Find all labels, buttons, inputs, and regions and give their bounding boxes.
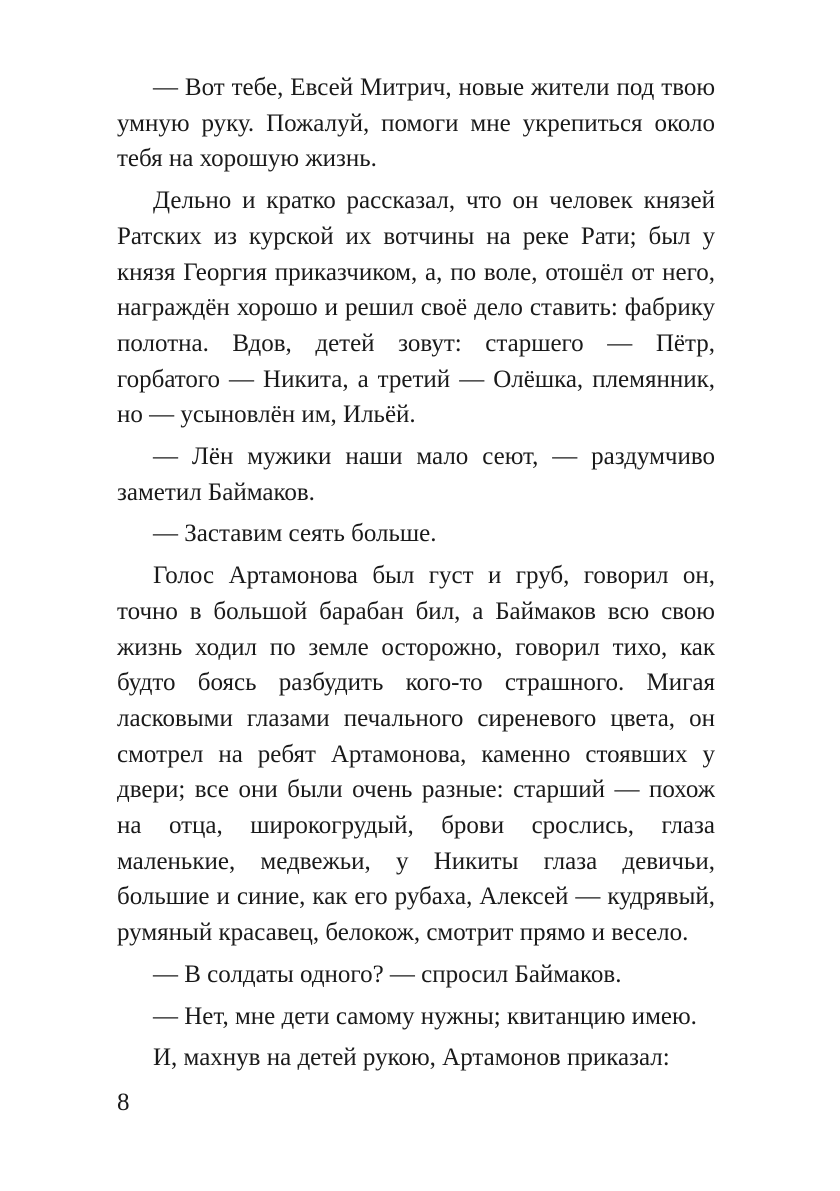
- paragraph: И, махнув на детей рукою, Артамонов приказал:: [153, 1044, 670, 1072]
- paragraph: — В солдаты одного? — спросил Баймаков.: [153, 960, 622, 988]
- paragraph: — Нет, мне дети самому нужны; квитанцию имею.: [153, 1002, 697, 1030]
- paragraph: — Заставим сеять больше.: [153, 520, 437, 548]
- paragraph: Голос Артамонова был густ и груб, говорил он, точно в большой барабан бил, а Баймаков всю свою жизнь ходил по земле осторожно, говорил тихо, как будто боясь разбудить кого-то страшного. Мигая ласковыми глазами печального сиреневого цвета, он смотрел на ребят Артамонова, каменно стоявших у двери; все они были очень разные: старший — похож на отца, широкогрудый, брови срослись, глаза маленькие, медвежьи, у Никиты глаза девичьи, большие и синие, как его рубаха, Алексей — кудрявый, румяный красавец, белокож, смотрит прямо и весело.: [117, 562, 715, 947]
- paragraph: — Лён мужики наши мало сеют, — раздумчиво заметил Баймаков.: [117, 443, 715, 506]
- page-text: [117, 70, 715, 1082]
- paragraph: — Вот тебе, Евсей Митрич, новые жители под твою умную руку. Пожалуй, помоги мне укрепиться около тебя на хорошую жизнь.: [117, 74, 715, 173]
- paragraph: Дельно и кратко рассказал, что он человек князей Ратских из курской их вотчины на реке Рати; был у князя Георгия приказчиком, а, по воле, отошёл от него, награждён хорошо и решил своё дело ставить: фабрику полотна. Вдов, детей зовут: старшего — Пётр, горбатого — Никита, а третий — Олёшка, племянник, но — усыновлён им, Ильёй.: [117, 187, 715, 429]
- page-number: 8: [117, 1089, 130, 1116]
